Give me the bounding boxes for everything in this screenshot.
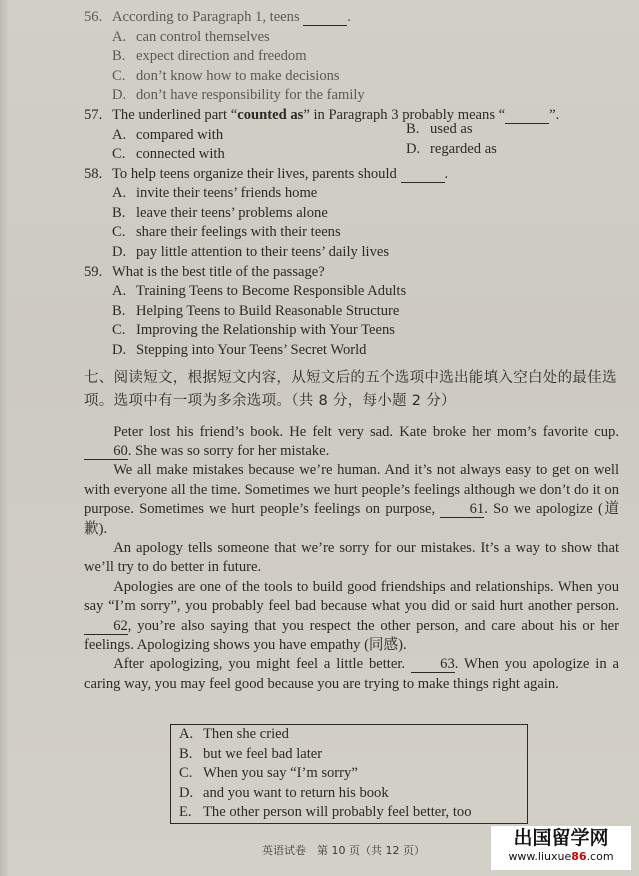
option-text: don’t know how to make decisions xyxy=(136,67,340,84)
stem-text-2: ” in Paragraph 3 probably means “ xyxy=(303,106,506,123)
option-d xyxy=(84,341,619,361)
option-letter: B. xyxy=(112,204,126,221)
option-b xyxy=(406,120,473,140)
option-letter: C. xyxy=(112,322,126,339)
option-text: pay little attention to their teens’ daily lives xyxy=(136,243,390,260)
passage-text: After apologizing, you might feel a little better. xyxy=(113,656,406,673)
option-letter: D. xyxy=(406,140,421,157)
option-letter: C. xyxy=(112,224,126,241)
watermark-url-number: 86 xyxy=(571,850,587,863)
stem-text: To help teens organize their lives, parents should xyxy=(112,165,397,182)
choice-letter: B. xyxy=(179,745,193,762)
choice-text: When you say “I’m sorry” xyxy=(203,765,358,782)
stem-end: . xyxy=(444,165,449,182)
stem-text: The underlined part “ xyxy=(112,106,238,123)
option-letter: D. xyxy=(112,87,127,104)
choice-d xyxy=(179,784,527,804)
options-two-column xyxy=(84,120,619,165)
question-number: 56. xyxy=(84,9,103,25)
passage-paragraph-3: An apology tells someone that we’re sorry for our mistakes. It’s a way to show that we’ll try to do better in future. xyxy=(84,539,619,576)
option-a xyxy=(112,126,223,146)
stem-end: . xyxy=(347,9,351,25)
option-letter: B. xyxy=(112,302,126,319)
option-text: connected with xyxy=(136,146,225,163)
page-footer: 英语试卷 第 10 页（共 12 页） xyxy=(262,844,425,857)
passage-text: . So we apologize (道歉). xyxy=(84,501,619,537)
option-b xyxy=(84,47,619,67)
question-stem xyxy=(84,165,619,185)
choice-letter: A. xyxy=(179,726,194,742)
passage-text: Peter lost his friend’s book. He felt very sad. Kate broke her mom’s favorite cup. xyxy=(113,423,619,440)
stem-end: ”. xyxy=(549,106,560,123)
option-a xyxy=(84,282,619,302)
passage-text: , you’re also saying that you respect the other person, and care about his or her feelings. Apologizing shows you have empathy (同感). xyxy=(84,617,619,653)
option-text: used as xyxy=(430,120,473,137)
option-text: expect direction and freedom xyxy=(136,48,307,65)
option-text: compared with xyxy=(136,126,224,143)
option-a xyxy=(84,28,619,48)
passage-text: Apologies are one of the tools to build good friendships and relationships. When you say “I’m sorry”, you probably feel bad because what you did or said hurt another person. xyxy=(84,578,619,615)
passage-paragraph-2 xyxy=(84,461,619,539)
cloze-passage xyxy=(84,423,619,695)
choice-a xyxy=(179,725,527,745)
question-stem xyxy=(84,106,619,126)
question-57 xyxy=(84,106,619,165)
answer-blank xyxy=(401,167,445,183)
option-text: Stepping into Your Teens’ Secret World xyxy=(136,341,367,358)
option-c xyxy=(84,223,619,243)
option-c xyxy=(84,321,619,341)
answer-blank xyxy=(505,108,549,124)
option-d xyxy=(406,140,497,160)
option-letter: D. xyxy=(112,243,127,260)
option-a xyxy=(84,184,619,204)
choice-letter: D. xyxy=(179,784,194,801)
passage-text: . She was so sorry for her mistake. xyxy=(127,442,330,459)
choice-letter: E. xyxy=(179,804,192,821)
question-stem xyxy=(84,8,619,28)
watermark-url xyxy=(491,850,631,864)
question-number: 59. xyxy=(84,263,103,280)
stem-text: According to Paragraph 1, teens xyxy=(112,9,300,25)
section-7-heading: 七、阅读短文，根据短文内容，从短文后的五个选项中选出能填入空白处的最佳选项。选项中有一项为多余选项。（共 8 分，每小题 2 分） xyxy=(84,369,617,409)
passage-paragraph-4 xyxy=(84,578,619,656)
option-letter: A. xyxy=(112,185,127,202)
stem-underlined-part: counted as xyxy=(237,106,304,123)
option-text: invite their teens’ friends home xyxy=(136,185,318,202)
blank-60: 60 xyxy=(84,444,128,460)
question-59 xyxy=(84,263,619,361)
choice-c xyxy=(179,764,527,784)
option-letter: D. xyxy=(112,341,127,358)
blank-62: 62 xyxy=(84,619,128,635)
watermark-site-name: 出国留学网 xyxy=(513,827,609,849)
option-text: Training Teens to Become Responsible Adults xyxy=(136,283,407,300)
stem-text: What is the best title of the passage? xyxy=(112,263,325,280)
watermark-url-suffix: .com xyxy=(586,850,614,863)
choice-letter: C. xyxy=(179,765,193,782)
answer-choices-box xyxy=(170,724,528,824)
option-text: share their feelings with their teens xyxy=(136,224,341,241)
site-watermark xyxy=(491,826,631,870)
choice-e xyxy=(179,803,527,823)
choice-b xyxy=(179,745,527,765)
blank-61: 61 xyxy=(440,502,484,518)
option-c xyxy=(112,145,225,165)
option-letter: C. xyxy=(112,67,126,84)
option-letter: A. xyxy=(112,283,127,300)
watermark-url-part: www.liuxue xyxy=(508,850,572,863)
option-text: Helping Teens to Build Reasonable Structure xyxy=(136,302,400,319)
option-text: Improving the Relationship with Your Teens xyxy=(136,322,395,339)
option-letter: B. xyxy=(112,48,126,65)
passage-text: We all make mistakes because we’re human. And it’s not always easy to get on well with everyone all the time. Sometimes we hurt people’s feelings although we don’t do it on purpose. Sometimes we hurt people’s feelings on purpose, xyxy=(84,462,619,518)
question-number: 57. xyxy=(84,106,103,123)
option-c xyxy=(84,67,619,87)
question-stem xyxy=(84,263,619,283)
option-d xyxy=(84,86,619,106)
option-d xyxy=(84,243,619,263)
passage-paragraph-5 xyxy=(84,655,619,694)
choice-text: Then she cried xyxy=(203,726,289,742)
option-b xyxy=(84,302,619,322)
option-letter: B. xyxy=(406,120,420,137)
answer-blank xyxy=(303,10,347,26)
option-text: can control themselves xyxy=(136,28,270,45)
page-binding-edge xyxy=(0,0,8,876)
question-58 xyxy=(84,165,619,263)
exam-content xyxy=(84,8,619,694)
question-56 xyxy=(84,8,619,106)
passage-text: . When you apologize in a caring way, you may feel good because you are trying to make things right again. xyxy=(84,656,620,692)
option-letter: A. xyxy=(112,28,127,45)
option-text: regarded as xyxy=(430,140,497,157)
choice-text: but we feel bad later xyxy=(203,745,323,762)
option-text: leave their teens’ problems alone xyxy=(136,204,328,221)
question-number: 58. xyxy=(84,165,103,182)
passage-paragraph-1 xyxy=(84,423,619,462)
option-letter: C. xyxy=(112,146,126,163)
option-text: don’t have responsibility for the family xyxy=(136,87,365,104)
option-letter: A. xyxy=(112,126,127,143)
option-b xyxy=(84,204,619,224)
choice-text: The other person will probably feel better, too xyxy=(203,804,472,821)
blank-63: 63 xyxy=(411,657,455,673)
choice-text: and you want to return his book xyxy=(203,784,389,801)
